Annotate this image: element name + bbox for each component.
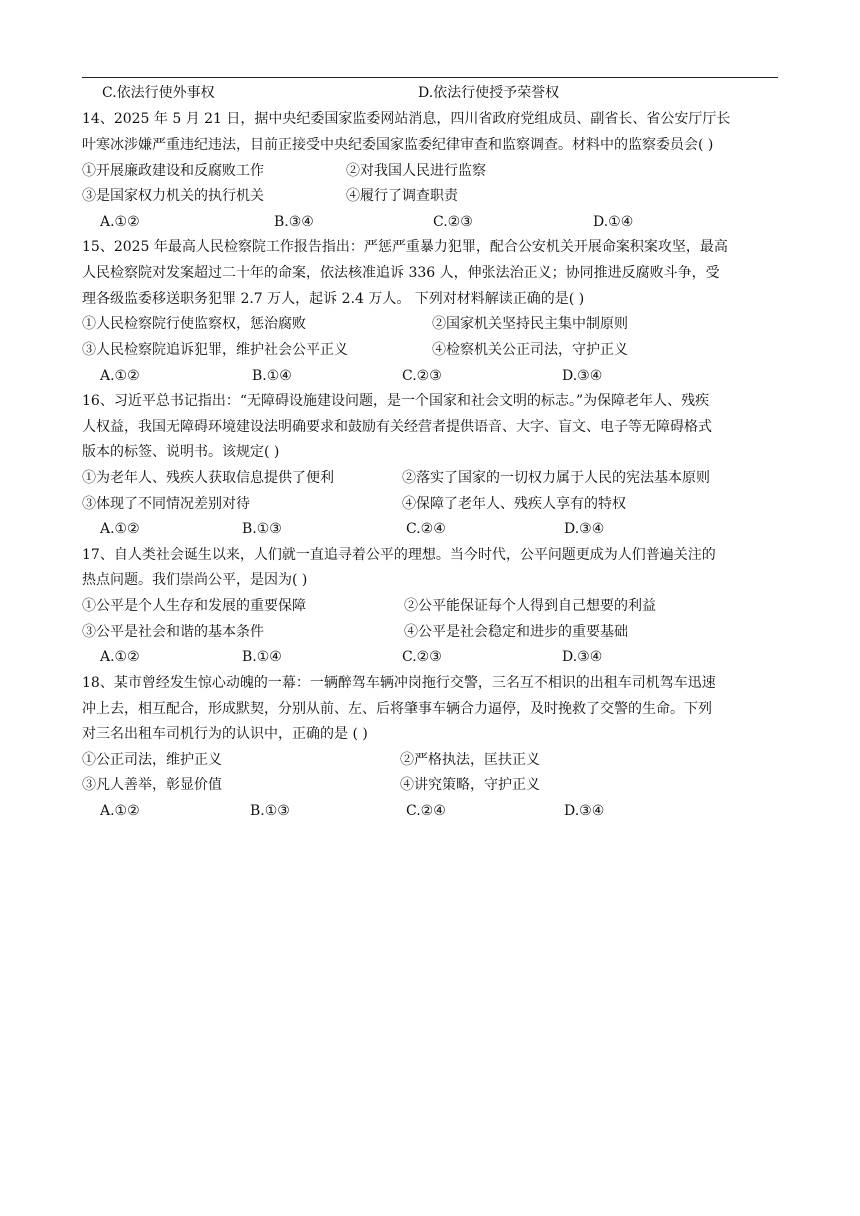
q15-item-4: ④检察机关公正司法，守护正义 bbox=[432, 342, 628, 358]
option-c: C.依法行使外事权 bbox=[102, 85, 215, 101]
q17-answer-c: C.②③ bbox=[402, 649, 442, 665]
q16-item-1: ①为老年人、残疾人获取信息提供了便利 bbox=[82, 470, 334, 486]
q15-answer-c: C.②③ bbox=[402, 368, 442, 384]
q16-stem-line-2: 人权益，我国无障碍环境建设法明确要求和鼓励有关经营者提供语音、大字、盲文、电子等无障碍格式 bbox=[82, 419, 712, 435]
q17-answer-a: A.①② bbox=[100, 649, 140, 665]
q16-item-2: ②落实了国家的一切权力属于人民的宪法基本原则 bbox=[402, 470, 710, 486]
q15-item-1: ①人民检察院行使监察权，惩治腐败 bbox=[82, 316, 306, 332]
q14-item-4: ④履行了调查职责 bbox=[346, 188, 458, 204]
q16-item-4: ④保障了老年人、残疾人享有的特权 bbox=[402, 496, 626, 512]
q14-item-3: ③是国家权力机关的执行机关 bbox=[82, 188, 264, 204]
q18-answer-a: A.①② bbox=[100, 803, 140, 819]
q17-item-3: ③公平是社会和谐的基本条件 bbox=[82, 624, 264, 640]
q18-item-3: ③凡人善举，彰显价值 bbox=[82, 777, 222, 793]
q18-item-1: ①公正司法，维护正义 bbox=[82, 752, 222, 768]
q17-item-1: ①公平是个人生存和发展的重要保障 bbox=[82, 598, 306, 614]
q17-answer-d: D.③④ bbox=[562, 649, 603, 665]
q17-item-2: ②公平能保证每个人得到自己想要的利益 bbox=[404, 598, 656, 614]
q18-stem-line-2: 冲上去，相互配合，形成默契，分别从前、左、后将肇事车辆合力逼停，及时挽救了交警的生命。下列 bbox=[82, 701, 712, 717]
q15-answer-a: A.①② bbox=[100, 368, 140, 384]
q16-answer-c: C.②④ bbox=[406, 521, 446, 537]
q14-answer-b: B.③④ bbox=[274, 214, 314, 230]
q17-stem-line-2: 热点问题。我们崇尚公平，是因为( ) bbox=[82, 572, 308, 588]
q18-stem-line-3: 对三名出租车司机行为的认识中，正确的是 ( ) bbox=[82, 726, 368, 742]
q16-answer-a: A.①② bbox=[100, 521, 140, 537]
q15-item-2: ②国家机关坚持民主集中制原则 bbox=[432, 316, 628, 332]
q18-answer-d: D.③④ bbox=[564, 803, 605, 819]
q18-item-4: ④讲究策略，守护正义 bbox=[400, 777, 540, 793]
q14-answer-d: D.①④ bbox=[593, 214, 634, 230]
q16-stem-line-3: 版本的标签、说明书。该规定( ) bbox=[82, 444, 280, 460]
q15-item-3: ③人民检察院追诉犯罪，维护社会公平正义 bbox=[82, 342, 348, 358]
q15-stem-line-3: 理各级监委移送职务犯罪 2.7 万人，起诉 2.4 万人。 下列对材料解读正确的是( ) bbox=[82, 291, 585, 307]
q15-answer-b: B.①④ bbox=[252, 368, 292, 384]
q16-item-3: ③体现了不同情况差别对待 bbox=[82, 496, 250, 512]
q14-answer-a: A.①② bbox=[100, 214, 140, 230]
q15-answer-d: D.③④ bbox=[562, 368, 603, 384]
header-rule bbox=[82, 77, 778, 78]
q18-answer-b: B.①③ bbox=[250, 803, 290, 819]
q18-item-2: ②严格执法，匡扶正义 bbox=[400, 752, 540, 768]
q14-answer-c: C.②③ bbox=[433, 214, 473, 230]
option-d: D.依法行使授予荣誉权 bbox=[418, 85, 560, 101]
q18-answer-c: C.②④ bbox=[406, 803, 446, 819]
q16-stem-line-1: 16、习近平总书记指出：“无障碍设施建设问题，是一个国家和社会文明的标志。”为保障老年人、残疾 bbox=[82, 393, 710, 409]
q17-answer-b: B.①④ bbox=[242, 649, 282, 665]
q15-stem-line-1: 15、2025 年最高人民检察院工作报告指出：严惩严重暴力犯罪，配合公安机关开展命案积案攻坚，最高 bbox=[82, 239, 728, 255]
q14-item-1: ①开展廉政建设和反腐败工作 bbox=[82, 163, 264, 179]
q16-answer-b: B.①③ bbox=[242, 521, 282, 537]
q16-answer-d: D.③④ bbox=[564, 521, 605, 537]
q15-stem-line-2: 人民检察院对发案超过二十年的命案，依法核准追诉 336 人，伸张法治正义；协同推进反腐败斗争，受 bbox=[82, 265, 720, 281]
q14-item-2: ②对我国人民进行监察 bbox=[346, 163, 486, 179]
q17-item-4: ④公平是社会稳定和进步的重要基础 bbox=[404, 624, 628, 640]
q18-stem-line-1: 18、某市曾经发生惊心动魄的一幕：一辆醉驾车辆冲岗拖行交警，三名互不相识的出租车司机驾车迅速 bbox=[82, 675, 716, 691]
q14-stem-line-1: 14、2025 年 5 月 21 日，据中央纪委国家监委网站消息，四川省政府党组成员、副省长、省公安厅厅长 bbox=[82, 111, 731, 127]
q17-stem-line-1: 17、自人类社会诞生以来，人们就一直追寻着公平的理想。当今时代，公平问题更成为人们普遍关注的 bbox=[82, 547, 716, 563]
q14-stem-line-2: 叶寒冰涉嫌严重违纪违法，目前正接受中央纪委国家监委纪律审查和监察调查。材料中的监察委员会( ) bbox=[82, 137, 714, 153]
